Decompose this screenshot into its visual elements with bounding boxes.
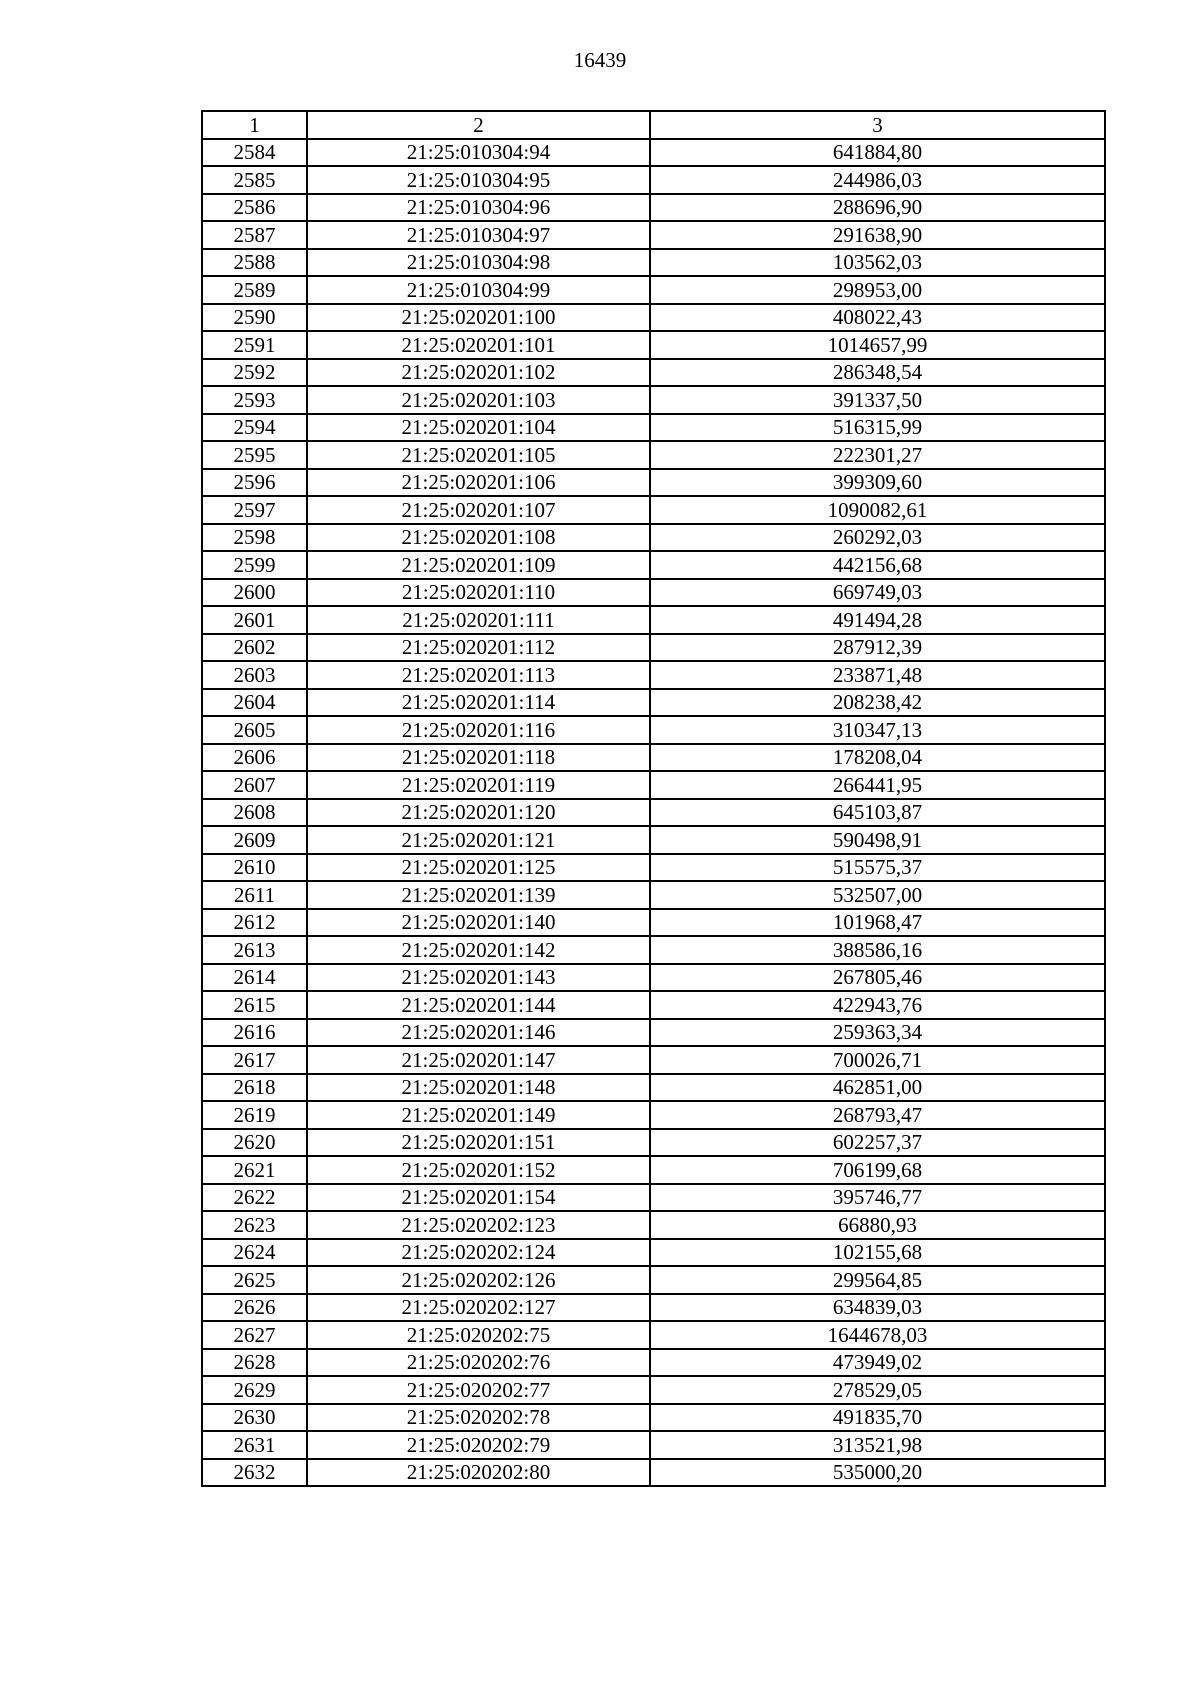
value-cell: 244986,03: [650, 166, 1105, 194]
row-number-cell: 2612: [202, 909, 307, 937]
row-number-cell: 2616: [202, 1019, 307, 1047]
table-row: [202, 1074, 1105, 1102]
cadastral-number-cell: 21:25:020201:154: [307, 1184, 650, 1212]
cadastral-number-cell: 21:25:020201:116: [307, 716, 650, 744]
value-cell: 491494,28: [650, 606, 1105, 634]
table-row: [202, 744, 1105, 772]
cadastral-number-cell: 21:25:020201:114: [307, 689, 650, 717]
row-number-cell: 2626: [202, 1294, 307, 1322]
table-row: [202, 414, 1105, 442]
value-cell: 535000,20: [650, 1459, 1105, 1487]
value-cell: 222301,27: [650, 441, 1105, 469]
value-cell: 391337,50: [650, 386, 1105, 414]
table-header-row: [202, 111, 1105, 139]
table-row: [202, 304, 1105, 332]
cadastral-number-cell: 21:25:020201:100: [307, 304, 650, 332]
table-row: [202, 1239, 1105, 1267]
row-number-cell: 2622: [202, 1184, 307, 1212]
table-row: [202, 1046, 1105, 1074]
cadastral-number-cell: 21:25:020201:140: [307, 909, 650, 937]
table-body: [202, 111, 1105, 1486]
row-number-cell: 2608: [202, 799, 307, 827]
row-number-cell: 2618: [202, 1074, 307, 1102]
value-cell: 1090082,61: [650, 496, 1105, 524]
table-row: [202, 1101, 1105, 1129]
cadastral-number-cell: 21:25:020201:111: [307, 606, 650, 634]
table-row: [202, 606, 1105, 634]
row-number-cell: 2604: [202, 689, 307, 717]
value-cell: 602257,37: [650, 1129, 1105, 1157]
value-cell: 491835,70: [650, 1404, 1105, 1432]
cadastral-number-cell: 21:25:020201:146: [307, 1019, 650, 1047]
table-row: [202, 359, 1105, 387]
cadastral-number-cell: 21:25:020202:75: [307, 1321, 650, 1349]
table-row: [202, 331, 1105, 359]
table-row: [202, 881, 1105, 909]
row-number-cell: 2588: [202, 249, 307, 277]
table-row: [202, 469, 1105, 497]
cadastral-number-cell: 21:25:020201:119: [307, 771, 650, 799]
value-cell: 267805,46: [650, 964, 1105, 992]
cadastral-number-cell: 21:25:020201:139: [307, 881, 650, 909]
value-cell: 515575,37: [650, 854, 1105, 882]
row-number-cell: 2605: [202, 716, 307, 744]
row-number-cell: 2607: [202, 771, 307, 799]
table-row: [202, 1431, 1105, 1459]
row-number-cell: 2603: [202, 661, 307, 689]
value-cell: 516315,99: [650, 414, 1105, 442]
cadastral-number-cell: 21:25:020202:78: [307, 1404, 650, 1432]
value-cell: 1644678,03: [650, 1321, 1105, 1349]
cadastral-number-cell: 21:25:020201:113: [307, 661, 650, 689]
value-cell: 422943,76: [650, 991, 1105, 1019]
table-row: [202, 551, 1105, 579]
row-number-cell: 2601: [202, 606, 307, 634]
table-row: [202, 716, 1105, 744]
row-number-cell: 2585: [202, 166, 307, 194]
value-cell: 645103,87: [650, 799, 1105, 827]
header-cell-2: 2: [307, 111, 650, 139]
cadastral-number-cell: 21:25:020202:123: [307, 1211, 650, 1239]
table-row: [202, 524, 1105, 552]
header-cell-3: 3: [650, 111, 1105, 139]
value-cell: 102155,68: [650, 1239, 1105, 1267]
table-row: [202, 854, 1105, 882]
row-number-cell: 2628: [202, 1349, 307, 1377]
table-row: [202, 1349, 1105, 1377]
table-row: [202, 194, 1105, 222]
table-row: [202, 579, 1105, 607]
value-cell: 462851,00: [650, 1074, 1105, 1102]
table-row: [202, 276, 1105, 304]
value-cell: 590498,91: [650, 826, 1105, 854]
value-cell: 286348,54: [650, 359, 1105, 387]
row-number-cell: 2590: [202, 304, 307, 332]
cadastral-number-cell: 21:25:020201:105: [307, 441, 650, 469]
table-row: [202, 166, 1105, 194]
table-row: [202, 689, 1105, 717]
table-row: [202, 496, 1105, 524]
row-number-cell: 2620: [202, 1129, 307, 1157]
row-number-cell: 2632: [202, 1459, 307, 1487]
cadastral-number-cell: 21:25:010304:99: [307, 276, 650, 304]
row-number-cell: 2586: [202, 194, 307, 222]
header-cell-1: 1: [202, 111, 307, 139]
cadastral-number-cell: 21:25:010304:98: [307, 249, 650, 277]
cadastral-number-cell: 21:25:020202:77: [307, 1376, 650, 1404]
cadastral-number-cell: 21:25:020201:102: [307, 359, 650, 387]
row-number-cell: 2617: [202, 1046, 307, 1074]
table-row: [202, 936, 1105, 964]
table-row: [202, 249, 1105, 277]
table-row: [202, 1211, 1105, 1239]
value-cell: 233871,48: [650, 661, 1105, 689]
cadastral-number-cell: 21:25:020202:126: [307, 1266, 650, 1294]
cadastral-number-cell: 21:25:020201:143: [307, 964, 650, 992]
row-number-cell: 2589: [202, 276, 307, 304]
table-row: [202, 1266, 1105, 1294]
table-row: [202, 221, 1105, 249]
row-number-cell: 2613: [202, 936, 307, 964]
value-cell: 298953,00: [650, 276, 1105, 304]
cadastral-number-cell: 21:25:020201:112: [307, 634, 650, 662]
row-number-cell: 2587: [202, 221, 307, 249]
row-number-cell: 2584: [202, 139, 307, 167]
row-number-cell: 2624: [202, 1239, 307, 1267]
table-row: [202, 661, 1105, 689]
row-number-cell: 2596: [202, 469, 307, 497]
row-number-cell: 2621: [202, 1156, 307, 1184]
row-number-cell: 2630: [202, 1404, 307, 1432]
value-cell: 66880,93: [650, 1211, 1105, 1239]
value-cell: 178208,04: [650, 744, 1105, 772]
row-number-cell: 2615: [202, 991, 307, 1019]
row-number-cell: 2591: [202, 331, 307, 359]
value-cell: 101968,47: [650, 909, 1105, 937]
value-cell: 287912,39: [650, 634, 1105, 662]
cadastral-number-cell: 21:25:020201:151: [307, 1129, 650, 1157]
cadastral-number-cell: 21:25:020201:106: [307, 469, 650, 497]
cadastral-number-cell: 21:25:020201:147: [307, 1046, 650, 1074]
cadastral-number-cell: 21:25:020202:76: [307, 1349, 650, 1377]
row-number-cell: 2629: [202, 1376, 307, 1404]
table-row: [202, 771, 1105, 799]
table-row: [202, 1129, 1105, 1157]
table-row: [202, 1156, 1105, 1184]
value-cell: 408022,43: [650, 304, 1105, 332]
value-cell: 442156,68: [650, 551, 1105, 579]
table-row: [202, 1019, 1105, 1047]
table-row: [202, 991, 1105, 1019]
cadastral-number-cell: 21:25:020201:142: [307, 936, 650, 964]
table-row: [202, 139, 1105, 167]
value-cell: 388586,16: [650, 936, 1105, 964]
value-cell: 291638,90: [650, 221, 1105, 249]
cadastral-number-cell: 21:25:020201:118: [307, 744, 650, 772]
row-number-cell: 2594: [202, 414, 307, 442]
value-cell: 268793,47: [650, 1101, 1105, 1129]
value-cell: 103562,03: [650, 249, 1105, 277]
page-number: 16439: [573, 48, 627, 72]
value-cell: 395746,77: [650, 1184, 1105, 1212]
value-cell: 299564,85: [650, 1266, 1105, 1294]
cadastral-number-cell: 21:25:020201:148: [307, 1074, 650, 1102]
row-number-cell: 2611: [202, 881, 307, 909]
table-row: [202, 386, 1105, 414]
value-cell: 532507,00: [650, 881, 1105, 909]
cadastral-number-cell: 21:25:020201:108: [307, 524, 650, 552]
cadastral-number-cell: 21:25:020201:152: [307, 1156, 650, 1184]
row-number-cell: 2631: [202, 1431, 307, 1459]
row-number-cell: 2619: [202, 1101, 307, 1129]
row-number-cell: 2627: [202, 1321, 307, 1349]
table-row: [202, 1404, 1105, 1432]
cadastral-number-cell: 21:25:020201:120: [307, 799, 650, 827]
value-cell: 1014657,99: [650, 331, 1105, 359]
cadastral-number-cell: 21:25:020201:144: [307, 991, 650, 1019]
row-number-cell: 2592: [202, 359, 307, 387]
cadastral-number-cell: 21:25:020201:104: [307, 414, 650, 442]
row-number-cell: 2609: [202, 826, 307, 854]
value-cell: 634839,03: [650, 1294, 1105, 1322]
cadastral-number-cell: 21:25:020201:109: [307, 551, 650, 579]
table-row: [202, 964, 1105, 992]
table-row: [202, 634, 1105, 662]
cadastral-number-cell: 21:25:020202:79: [307, 1431, 650, 1459]
cadastral-number-cell: 21:25:020201:101: [307, 331, 650, 359]
table-row: [202, 1376, 1105, 1404]
cadastral-number-cell: 21:25:020202:124: [307, 1239, 650, 1267]
row-number-cell: 2602: [202, 634, 307, 662]
row-number-cell: 2610: [202, 854, 307, 882]
table-row: [202, 1321, 1105, 1349]
value-cell: 706199,68: [650, 1156, 1105, 1184]
value-cell: 208238,42: [650, 689, 1105, 717]
row-number-cell: 2606: [202, 744, 307, 772]
cadastral-number-cell: 21:25:010304:94: [307, 139, 650, 167]
value-cell: 399309,60: [650, 469, 1105, 497]
data-table: [201, 110, 1106, 1487]
table-row: [202, 909, 1105, 937]
row-number-cell: 2599: [202, 551, 307, 579]
value-cell: 310347,13: [650, 716, 1105, 744]
table-row: [202, 799, 1105, 827]
cadastral-number-cell: 21:25:020201:107: [307, 496, 650, 524]
value-cell: 473949,02: [650, 1349, 1105, 1377]
cadastral-number-cell: 21:25:010304:96: [307, 194, 650, 222]
cadastral-number-cell: 21:25:020201:125: [307, 854, 650, 882]
value-cell: 288696,90: [650, 194, 1105, 222]
value-cell: 669749,03: [650, 579, 1105, 607]
table-row: [202, 826, 1105, 854]
value-cell: 641884,80: [650, 139, 1105, 167]
table-row: [202, 1184, 1105, 1212]
cadastral-number-cell: 21:25:020201:103: [307, 386, 650, 414]
row-number-cell: 2614: [202, 964, 307, 992]
row-number-cell: 2623: [202, 1211, 307, 1239]
cadastral-number-cell: 21:25:010304:97: [307, 221, 650, 249]
value-cell: 259363,34: [650, 1019, 1105, 1047]
value-cell: 266441,95: [650, 771, 1105, 799]
row-number-cell: 2595: [202, 441, 307, 469]
table-row: [202, 1294, 1105, 1322]
cadastral-number-cell: 21:25:020202:127: [307, 1294, 650, 1322]
table-row: [202, 441, 1105, 469]
cadastral-number-cell: 21:25:020201:149: [307, 1101, 650, 1129]
value-cell: 700026,71: [650, 1046, 1105, 1074]
value-cell: 278529,05: [650, 1376, 1105, 1404]
cadastral-number-cell: 21:25:020202:80: [307, 1459, 650, 1487]
value-cell: 260292,03: [650, 524, 1105, 552]
row-number-cell: 2600: [202, 579, 307, 607]
cadastral-number-cell: 21:25:020201:110: [307, 579, 650, 607]
cadastral-number-cell: 21:25:020201:121: [307, 826, 650, 854]
table-row: [202, 1459, 1105, 1487]
row-number-cell: 2593: [202, 386, 307, 414]
cadastral-number-cell: 21:25:010304:95: [307, 166, 650, 194]
row-number-cell: 2597: [202, 496, 307, 524]
value-cell: 313521,98: [650, 1431, 1105, 1459]
row-number-cell: 2598: [202, 524, 307, 552]
row-number-cell: 2625: [202, 1266, 307, 1294]
